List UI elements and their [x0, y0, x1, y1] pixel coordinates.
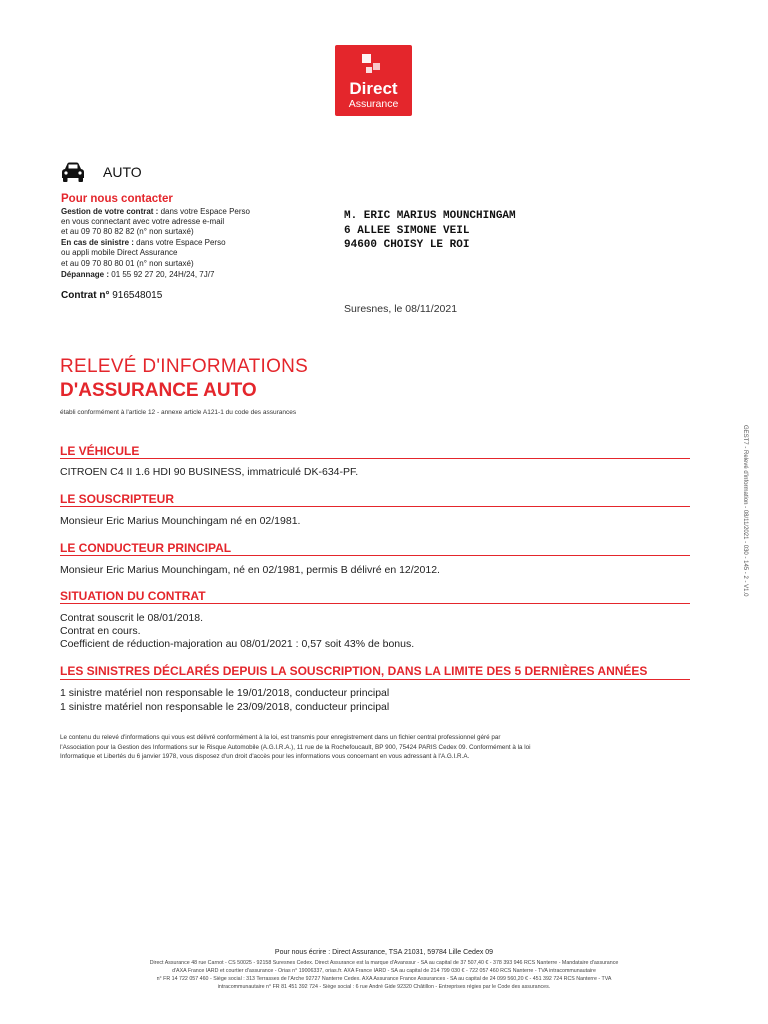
contact-depannage: Dépannage : 01 55 92 27 20, 24H/24, 7J/7	[61, 270, 215, 279]
section-heading-contract: SITUATION DU CONTRAT	[60, 589, 206, 603]
section-heading-driver: LE CONDUCTEUR PRINCIPAL	[60, 541, 232, 555]
section-divider	[60, 603, 690, 604]
driver-text: Monsieur Eric Marius Mounchingam, né en 02/1981, permis B délivré en 12/2012.	[60, 564, 440, 576]
contact-line: en vous connectant avec votre adresse e-mail	[61, 217, 225, 226]
contact-line: et au 09 70 80 80 01 (n° non surtaxé)	[61, 259, 194, 268]
logo-square-icon	[366, 67, 372, 73]
direct-assurance-logo	[335, 45, 412, 116]
footer-legal-line: n° FR 14 722 057 460 - Siège social : 313 Terrasses de l'Arche 92727 Nanterre Cedex. AXA Assurance France Assurances - SA au capital de 24 099 560,20 € - 451 392 724 RCS Nanterre - TVA	[156, 976, 612, 982]
document-title-bold: D'ASSURANCE AUTO	[60, 380, 257, 401]
section-heading-claims: LES SINISTRES DÉCLARÉS DEPUIS LA SOUSCRIPTION, DANS LA LIMITE DES 5 DERNIÈRES ANNÉES	[60, 664, 648, 678]
logo-text-assurance: Assurance	[348, 98, 399, 110]
document-title: RELEVÉ D'INFORMATIONS	[60, 356, 309, 377]
logo-square-icon	[362, 54, 371, 63]
contract-status-text: Contrat en cours.	[60, 625, 141, 637]
contract-bonus-text: Coefficient de réduction-majoration au 08/01/2021 : 0,57 soit 43% de bonus.	[60, 638, 415, 650]
recipient-city: 94600 CHOISY LE ROI	[344, 239, 470, 251]
claim-item: 1 sinistre matériel non responsable le 23/09/2018, conducteur principal	[60, 701, 390, 713]
legal-notice-line: l'Association pour la Gestion des Informations sur le Risque Automobile (A.G.I.R.A.), 11 rue de la Rochefoucault, BP 900, 75424 PARIS Cedex 09. Conformément à la loi	[60, 743, 531, 751]
document-subtitle: établi conformément à l'article 12 - annexe article A121-1 du code des assurances	[60, 409, 297, 416]
logo-square-icon	[373, 63, 380, 70]
side-reference	[740, 425, 750, 625]
category-label: AUTO	[103, 164, 142, 180]
footer-legal-line: Direct Assurance 48 rue Carnot - CS 50025 - 92158 Suresnes Cedex. Direct Assurance est la marque d'Avanssur - SA au capital de 37 507,40 € - 378 393 946 RCS Nanterre - Mandataire d'assurance	[149, 960, 619, 966]
contact-title: Pour nous contacter	[61, 193, 173, 205]
contact-line: et au 09 70 80 82 82 (n° non surtaxé)	[61, 227, 194, 236]
section-heading-vehicle: LE VÉHICULE	[60, 444, 140, 458]
section-divider	[60, 458, 690, 459]
contact-sinistre: En cas de sinistre : dans votre Espace Perso	[61, 238, 226, 247]
contract-subscribed-text: Contrat souscrit le 08/01/2018.	[60, 612, 204, 624]
legal-notice-line: Informatique et Libertés du 6 janvier 1978, vous disposez d'un droit d'accès pour les informations vous concernant en vous adressant à l'A.G.I.R.A.	[60, 753, 470, 760]
section-divider	[60, 555, 690, 556]
section-divider	[60, 506, 690, 507]
footer-address: Pour nous écrire : Direct Assurance, TSA 21031, 59784 Lille Cedex 09	[274, 949, 494, 956]
contract-number: Contrat n° 916548015	[61, 290, 163, 301]
footer-legal-line: d'AXA France IARD et courtier d'assurance - Orias n° 19006337, orias.fr. AXA France IARD - SA au capital de 214 799 030 € - 722 057 460 RCS Nanterre - TVA intracommunautaire	[172, 968, 596, 974]
subscriber-text: Monsieur Eric Marius Mounchingam né en 02/1981.	[60, 515, 301, 527]
section-divider	[60, 679, 690, 680]
section-heading-subscriber: LE SOUSCRIPTEUR	[60, 492, 175, 506]
legal-notice-line: Le contenu du relevé d'informations qui vous est délivré conformément à la loi, est transmis pour enregistrement dans un fichier central professionnel géré par	[60, 734, 501, 741]
claim-item: 1 sinistre matériel non responsable le 19/01/2018, conducteur principal	[60, 687, 390, 699]
contact-gestion: Gestion de votre contrat : dans votre Espace Perso	[61, 207, 250, 216]
recipient-street: 6 ALLEE SIMONE VEIL	[344, 225, 470, 237]
footer-legal-line: intracommunautaire n° FR 81 451 392 724 - Siège social : 6 rue André Gide 92320 Châtillon - Entreprises régies par le Code des assurances.	[217, 984, 551, 990]
logo-text-direct: Direct	[349, 79, 398, 98]
side-reference-text: GEST7 - Relevé d'information - 08/11/2021 - 030 - 145 - 2 - V1.0	[742, 425, 748, 597]
legal-notice	[60, 733, 700, 762]
recipient-name: M. ERIC MARIUS MOUNCHINGAM	[344, 210, 516, 222]
place-date: Suresnes, le 08/11/2021	[344, 303, 458, 315]
vehicle-text: CITROEN C4 II 1.6 HDI 90 BUSINESS, immatriculé DK-634-PF.	[60, 466, 359, 478]
car-icon	[60, 160, 86, 184]
contact-line: ou appli mobile Direct Assurance	[61, 248, 178, 257]
